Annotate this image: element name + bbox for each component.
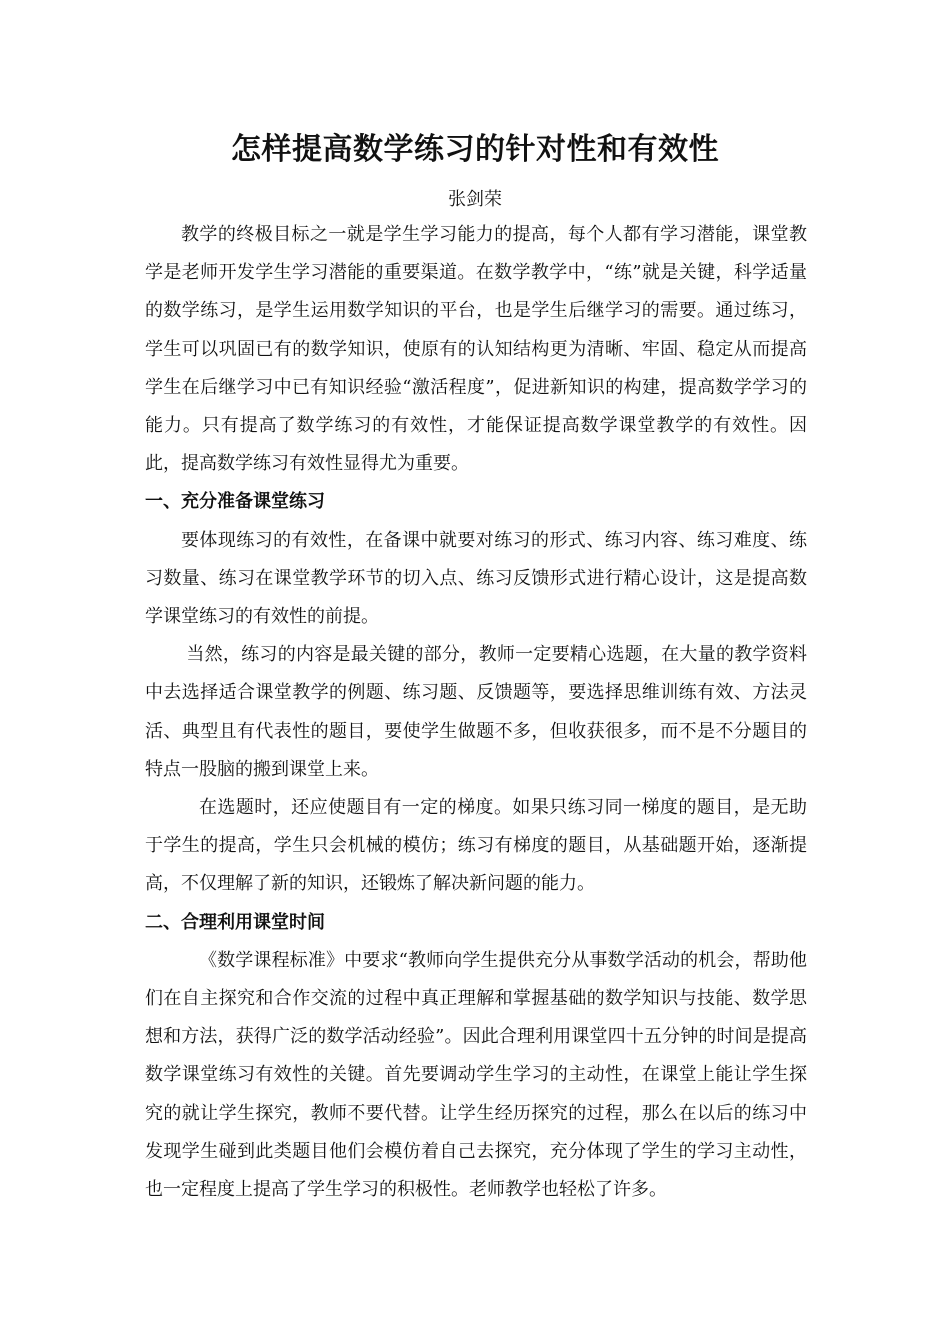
section-1-paragraph-3: 在选题时，还应使题目有一定的梯度。如果只练习同一梯度的题目，是无助于学生的提高，学生只会机械的模仿；练习有梯度的题目，从基础题开始，逐渐提高，不仅理解了新的知识，还锻炼了解决新问题的能力。 (145, 797, 807, 895)
page-title: 怎样提高数学练习的针对性和有效性 (231, 132, 719, 167)
intro-paragraph: 教学的终极目标之一就是学生学习能力的提高，每个人都有学习潜能，课堂教学是老师开发学生学习潜能的重要渠道。在数学教学中，“练”就是关键，科学适量的数学练习，是学生运用数学知识的平台，也是学生后继学习的需要。通过练习，学生可以巩固已有的数学知识，使原有的认知结构更为清晰、牢固、稳定从而提高学生在后继学习中已有知识经验“激活程度”，促进新知识的构建，提高数学学习的能力。只有提高了数学练习的有效性，才能保证提高数学课堂教学的有效性。因此，提高数学练习有效性显得尤为重要。 (145, 224, 807, 475)
document-body (145, 216, 807, 1209)
section-heading-2: 二、合理利用课堂时间 (145, 911, 325, 933)
author-name: 张剑荣 (448, 189, 502, 210)
section-heading-1: 一、充分准备课堂练习 (145, 491, 325, 513)
section-1-paragraph-1: 要体现练习的有效性，在备课中就要对练习的形式、练习内容、练习难度、练习数量、练习在课堂教学环节的切入点、练习反馈形式进行精心设计，这是提高数学课堂练习的有效性的前提。 (145, 529, 807, 628)
section-2-paragraph-1: 《数学课程标准》中要求“教师向学生提供充分从事数学活动的机会，帮助他们在自主探究和合作交流的过程中真正理解和掌握基础的数学知识与技能、数学思想和方法，获得广泛的数学活动经验”。因此合理利用课堂四十五分钟的时间是提高数学课堂练习有效性的关键。首先要调动学生学习的主动性，在课堂上能让学生探究的就让学生探究，教师不要代替。让学生经历探究的过程，那么在以后的练习中发现学生碰到此类题目他们会模仿着自己去探究，充分体现了学生的学习主动性，也一定程度上提高了学生学习的积极性。老师教学也轻松了许多。 (145, 949, 807, 1201)
section-1-paragraph-2: 当然，练习的内容是最关键的部分，教师一定要精心选题，在大量的教学资料中去选择适合课堂教学的例题、练习题、反馈题等，要选择思维训练有效、方法灵活、典型且有代表性的题目，要使学生做题不多，但收获很多，而不是不分题目的特点一股脑的搬到课堂上来。 (145, 644, 807, 780)
